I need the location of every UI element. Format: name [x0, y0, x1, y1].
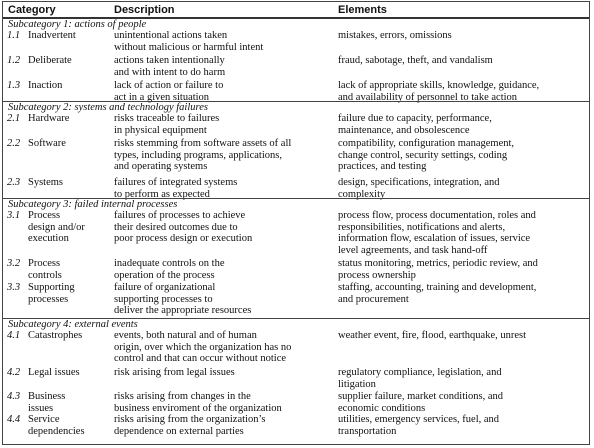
item-category: processes — [28, 293, 69, 305]
item-number: 3.2 — [7, 258, 21, 269]
item-description: their desired outcomes due to — [114, 221, 238, 233]
item-elements: process ownership — [338, 269, 416, 281]
item-category: execution — [28, 233, 69, 244]
item-description: deliver the appropriate resources — [114, 305, 252, 316]
item-elements: lack of appropriate skills, knowledge, guidance, — [338, 80, 540, 91]
item-elements: transportation — [338, 425, 397, 437]
item-category: Process — [28, 210, 61, 221]
item-number: 4.3 — [7, 391, 21, 402]
item-description: risks traceable to failures — [114, 113, 220, 124]
item-category: Hardware — [28, 113, 70, 124]
item-description: risk arising from legal issues — [114, 367, 235, 378]
item-category: Deliberate — [28, 55, 72, 66]
item-elements: utilities, emergency services, fuel, and — [338, 414, 500, 425]
item-elements: maintenance, and obsolescence — [338, 124, 470, 136]
item-number: 2.2 — [7, 138, 21, 149]
item-description: origin, over which the organization has no — [114, 341, 292, 353]
item-elements: change control, security settings, coding — [338, 149, 508, 161]
item-number: 4.2 — [7, 367, 21, 378]
item-description: and with intent to do harm — [114, 66, 226, 78]
item-elements: and procurement — [338, 293, 409, 305]
item-description: risks arising from changes in the — [114, 391, 251, 402]
item-number: 1.2 — [7, 55, 21, 66]
item-description: and operating systems — [114, 161, 208, 172]
item-description: risks stemming from software assets of all — [114, 138, 292, 149]
item-description: unintentional actions taken — [114, 30, 228, 41]
item-category: Inadvertent — [28, 30, 76, 41]
item-description: operation of the process — [114, 269, 215, 281]
item-description: failures of integrated systems — [114, 177, 238, 188]
item-category: Systems — [28, 177, 64, 188]
item-description: lack of action or failure to — [114, 80, 224, 91]
item-category: Software — [28, 138, 66, 149]
item-elements: and availability of personnel to take action — [338, 91, 518, 103]
item-category: Catastrophes — [28, 330, 83, 341]
item-description: business enviroment of the organization — [114, 402, 282, 414]
item-category: Business — [28, 391, 66, 402]
item-elements: regulatory compliance, legislation, and — [338, 367, 502, 378]
item-elements: complexity — [338, 188, 386, 200]
item-elements: responsibilities, notifications and alerts, — [338, 221, 506, 233]
item-elements: weather event, fire, flood, earthquake, unrest — [338, 330, 527, 341]
item-category: design and/or — [28, 221, 85, 233]
item-description: inadequate controls on the — [114, 258, 225, 269]
subcategory-title: Subcategory 4: external events — [8, 319, 138, 330]
item-elements: practices, and testing — [338, 161, 427, 172]
risk-taxonomy-table — [2, 1, 590, 445]
item-number: 3.3 — [7, 282, 21, 293]
item-category: Legal issues — [28, 367, 80, 378]
item-elements: staffing, accounting, training and development, — [338, 282, 537, 293]
item-elements: mistakes, errors, omissions — [338, 30, 452, 41]
item-elements: design, specifications, integration, and — [338, 177, 500, 188]
item-number: 1.1 — [7, 30, 21, 41]
item-description: without malicious or harmful intent — [114, 41, 264, 53]
item-category: dependencies — [28, 425, 85, 437]
subcategory-title: Subcategory 3: failed internal processes — [8, 199, 178, 210]
item-number: 4.4 — [7, 414, 21, 425]
item-category: Inaction — [28, 80, 63, 91]
header-description: Description — [114, 4, 175, 16]
item-number: 4.1 — [7, 330, 21, 341]
item-elements: information flow, escalation of issues, service — [338, 233, 531, 244]
item-category: Process — [28, 258, 61, 269]
header-elements: Elements — [338, 4, 387, 16]
item-description: actions taken intentionally — [114, 55, 225, 66]
item-elements: supplier failure, market conditions, and — [338, 391, 504, 402]
item-category: Supporting — [28, 282, 75, 293]
item-number: 2.3 — [7, 177, 21, 188]
item-elements: compatibility, configuration management, — [338, 138, 515, 149]
item-elements: failure due to capacity, performance, — [338, 113, 492, 124]
item-description: supporting processes to — [114, 293, 213, 305]
item-description: poor process design or execution — [114, 233, 253, 244]
item-description: in physical equipment — [114, 124, 207, 136]
item-description: to perform as expected — [114, 188, 210, 200]
item-description: risks arising from the organization’s — [114, 414, 266, 425]
item-elements: status monitoring, metrics, periodic review, and — [338, 258, 538, 269]
item-description: types, including programs, applications, — [114, 149, 282, 161]
subcategory-title: Subcategory 1: actions of people — [8, 19, 147, 30]
subcategory-title: Subcategory 2: systems and technology failures — [8, 102, 208, 113]
item-description: control and that can occur without notice — [114, 353, 287, 364]
item-category: issues — [28, 402, 54, 414]
item-number: 2.1 — [7, 113, 21, 124]
item-category: controls — [28, 269, 62, 281]
item-category: Service — [28, 414, 60, 425]
item-number: 3.1 — [7, 210, 21, 221]
item-description: act in a given situation — [114, 91, 210, 103]
item-elements: litigation — [338, 378, 376, 390]
item-elements: process flow, process documentation, roles and — [338, 210, 536, 221]
item-number: 1.3 — [7, 80, 21, 91]
item-description: failure of organizational — [114, 282, 216, 293]
item-description: dependence on external parties — [114, 425, 244, 437]
item-elements: level agreements, and task hand-off — [338, 244, 488, 256]
item-elements: fraud, sabotage, theft, and vandalism — [338, 55, 493, 66]
item-description: events, both natural and of human — [114, 330, 257, 341]
header-category: Category — [8, 4, 56, 16]
item-elements: economic conditions — [338, 402, 426, 414]
item-description: failures of processes to achieve — [114, 210, 246, 221]
